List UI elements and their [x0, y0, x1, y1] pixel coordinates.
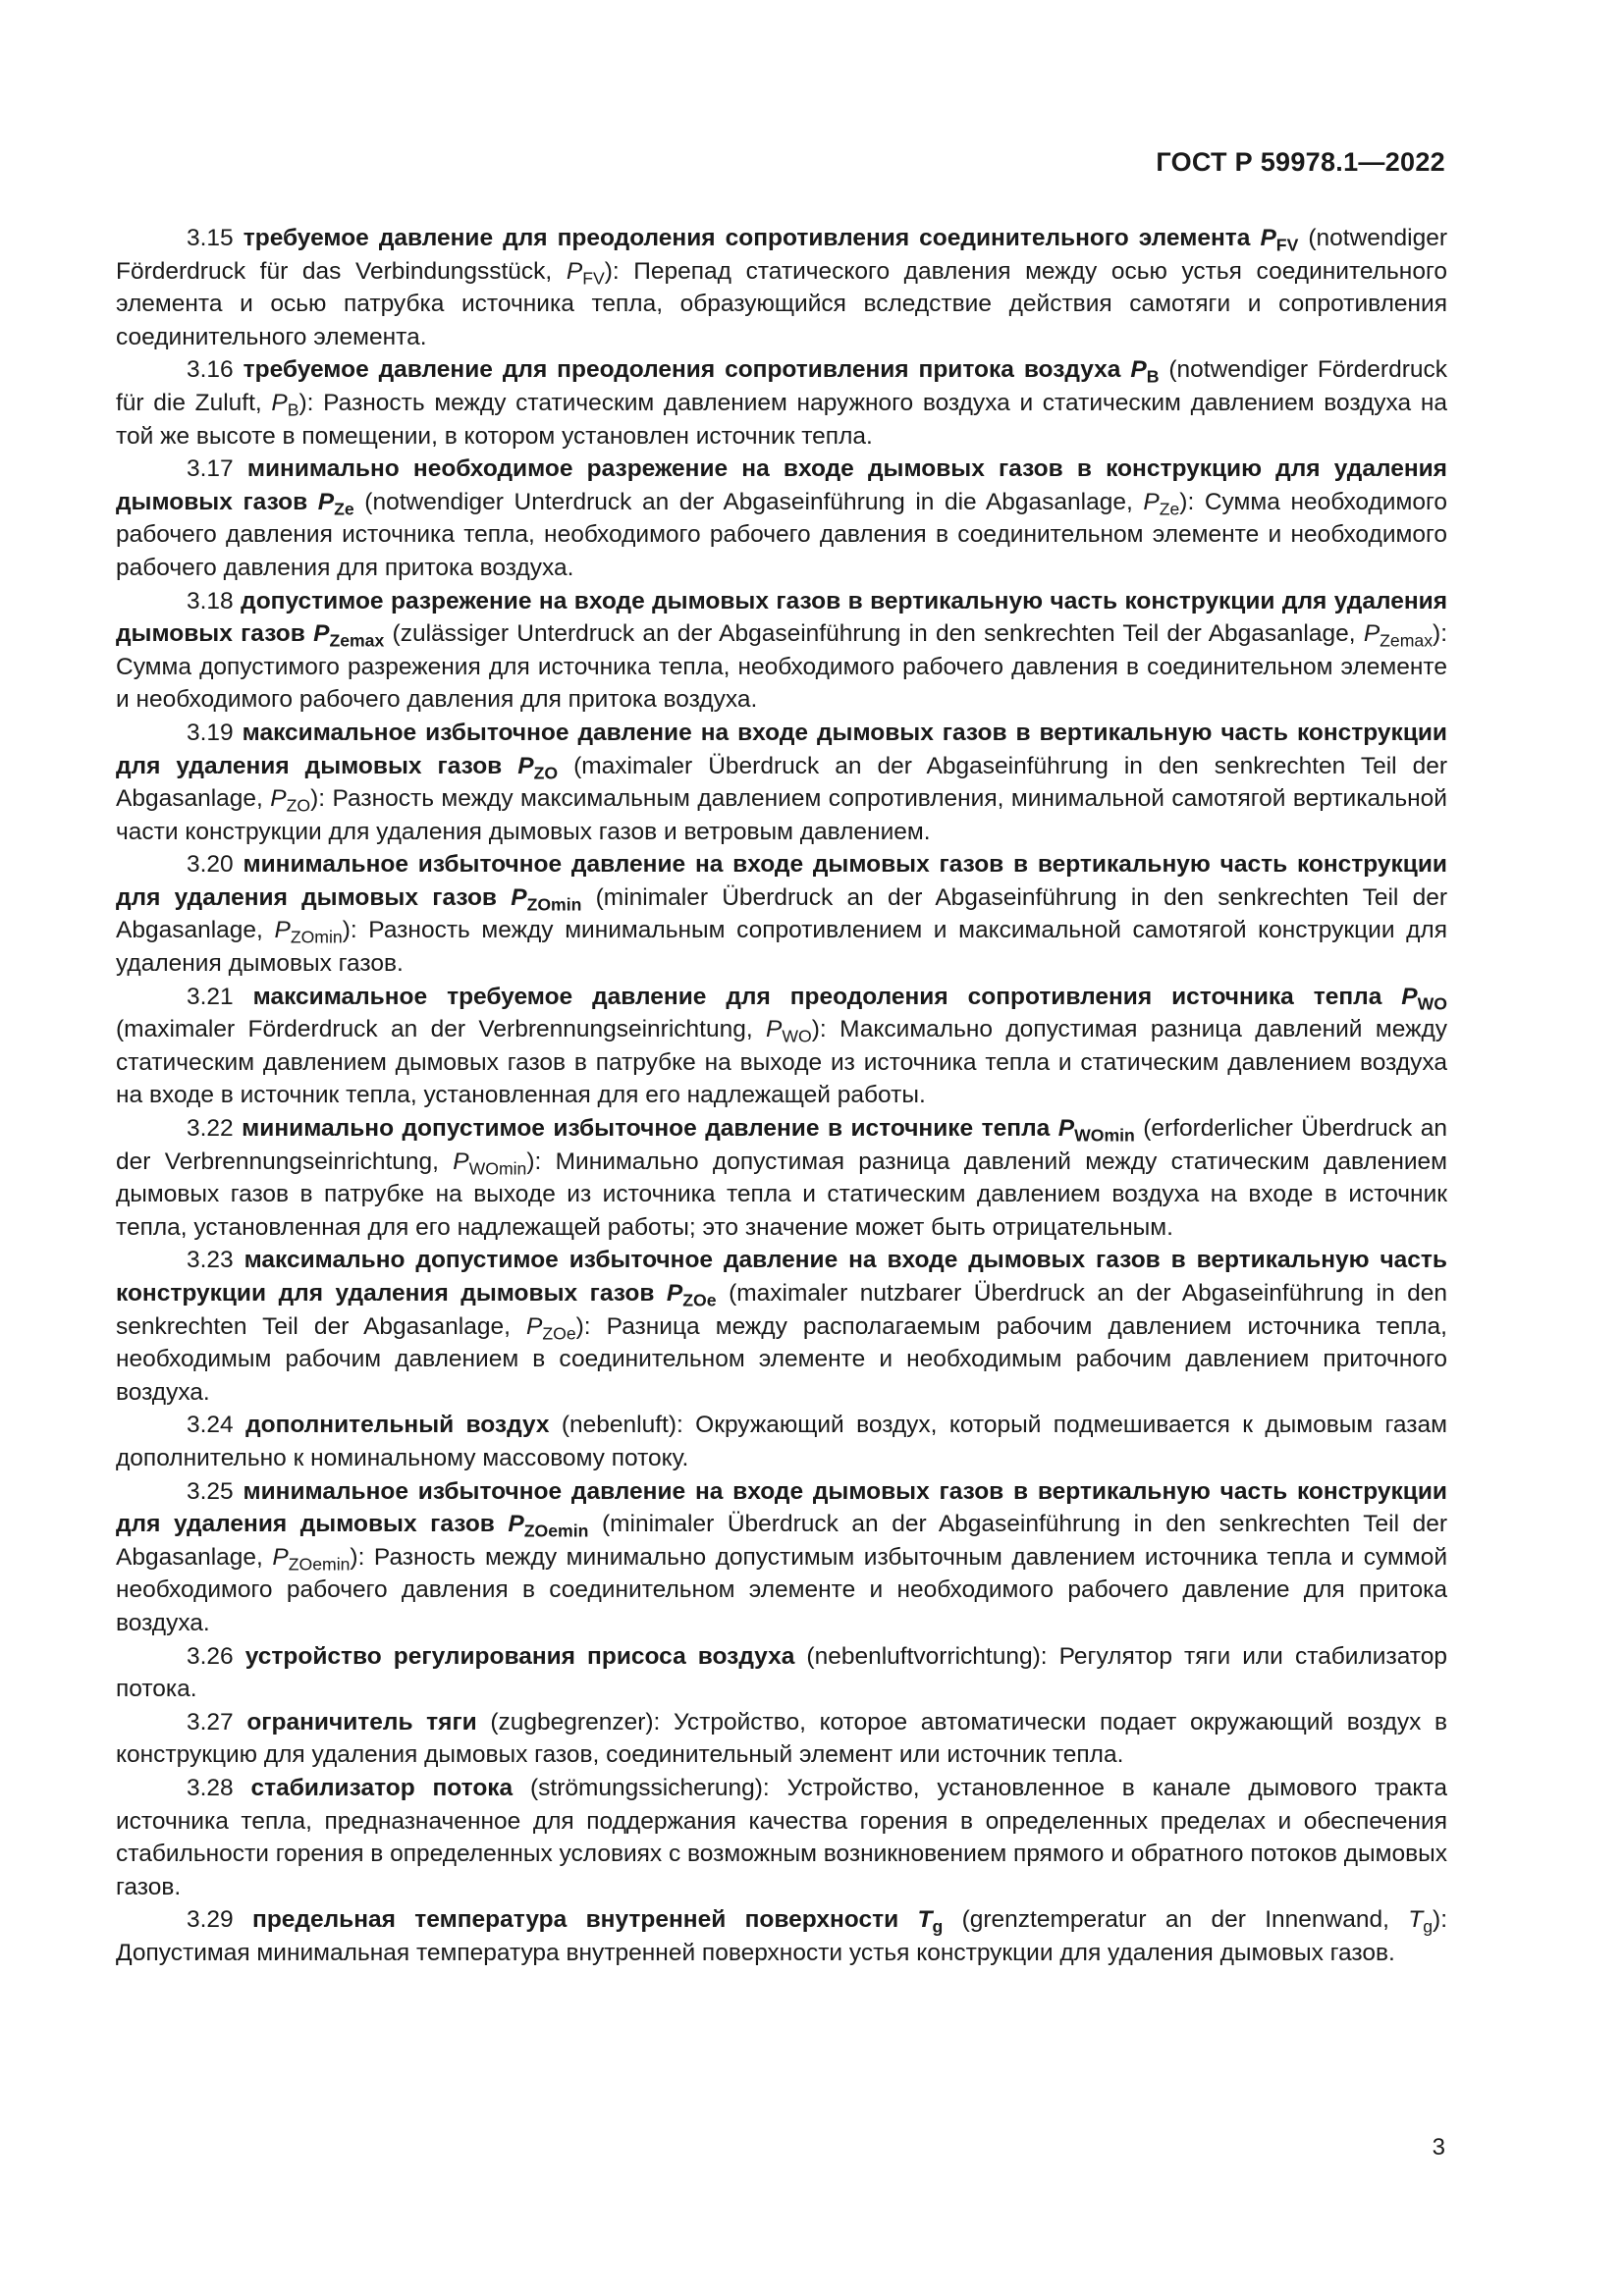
term-number: 3.24	[187, 1412, 234, 1439]
term-text: требуемое давление для преодоления сопротивления соединительного элемента $P_{FV}$ (notwendiger Förderdruck für das Verbindungsstück, $P_{FV}$): Перепад статического давления между осью устья соединительного элемента и осью патрубка источника тепла, образующийся вследствие действия самотяги и сопротивления соединительного элемента.	[116, 225, 1448, 350]
term-text: максимальное избыточное давление на входе дымовых газов в вертикальную часть конструкции для удаления дымовых газов $P_{ZO}$ (maximaler Überdruck an der Abgaseinführung in den senkrechten Teil der Abgasanlage, $P_{ZO}$): Разность между максимальным давлением сопротивления, минимальной самотягой вертикальной части конструкции для удаления дымовых газов и ветровым давлением.	[116, 719, 1447, 845]
term-definition	[116, 1475, 1447, 1640]
term-definition	[116, 222, 1447, 353]
term-text: минимальное избыточное давление на входе дымовых газов в вертикальную часть конструкции для удаления дымовых газов $P_{ZOmin}$ (minimaler Überdruck an der Abgaseinführung in den senkrechten Teil der Abgasanlage, $P_{ZOmin}$): Разность между минимальным сопротивлением и максимальной самотягой конструкции для удаления дымовых газов.	[116, 851, 1448, 978]
page-number: 3	[1432, 2134, 1445, 2161]
term-number: 3.29	[187, 1906, 234, 1934]
term-number: 3.18	[187, 587, 234, 614]
term-text: максимально допустимое избыточное давление на входе дымовых газов в вертикальную часть конструкции для удаления дымовых газов $P_{ZOe}$ (maximaler nutzbarer Überdruck an der Abgaseinführung in den senkrechten Teil der Abgasanlage, $P_{ZOe}$): Разница между располагаемым рабочим давлением источника тепла, необходимым рабочим давлением в соединительном элементе и необходимым рабочим давлением приточного воздуха.	[116, 1247, 1447, 1406]
term-number: 3.16	[187, 356, 234, 384]
term-number: 3.15	[187, 225, 234, 251]
term-text: устройство регулирования присоса воздуха (nebenluftvorrichtung): Регулятор тяги или стабилизатор потока.	[116, 1642, 1447, 1703]
term-number: 3.25	[187, 1477, 234, 1505]
term-text: дополнительный воздух (nebenluft): Окружающий воздух, который подмешивается к дымовым газам дополнительно к номинальному массовому потоку.	[116, 1412, 1447, 1471]
term-number: 3.17	[187, 455, 234, 483]
term-number: 3.23	[187, 1247, 234, 1274]
term-text: минимально допустимое избыточное давление в источнике тепла $P_{WOmin}$ (erforderlicher Überdruck an der Verbrennungseinrichtung, $P_{WOmin}$): Минимально допустимая разница давлений между статическим давлением дымовых газов в патрубке на выходе из источника тепла и статическим давлением воздуха на входе в источник тепла, установленная для его надлежащей работы; это значение может быть отрицательным.	[116, 1115, 1448, 1241]
term-number: 3.27	[187, 1708, 234, 1735]
term-definition	[116, 1112, 1447, 1244]
term-definition	[116, 353, 1447, 453]
term-definition	[116, 981, 1447, 1112]
term-number: 3.21	[187, 983, 234, 1010]
term-text: максимальное требуемое давление для преодоления сопротивления источника тепла $P_{WO}$ (maximaler Förderdruck an der Verbrennungseinrichtung, $P_{WO}$): Максимально допустимая разница давлений между статическим давлением дымовых газов в патрубке на выходе из источника тепла и статическим давлением воздуха на входе в источник тепла, установленная для его надлежащей работы.	[116, 983, 1448, 1109]
term-number: 3.19	[187, 719, 234, 746]
term-text: допустимое разрежение на входе дымовых газов в вертикальную часть конструкции для удаления дымовых газов $P_{Zemax}$ (zulässiger Unterdruck an der Abgaseinführung in den senkrechten Teil der Abgasanlage, $P_{Zemax}$): Сумма допустимого разрежения для источника тепла, необходимого рабочего давления в соединительном элементе и необходимого рабочего давления для притока воздуха.	[116, 587, 1447, 714]
term-definition	[116, 1772, 1447, 1903]
term-text: минимально необходимое разрежение на входе дымовых газов в конструкцию для удаления дымовых газов $P_{Ze}$ (notwendiger Unterdruck an der Abgaseinführung in die Abgasanlage, $P_{Ze}$): Сумма необходимого рабочего давления источника тепла, необходимого рабочего давления в соединительном элементе и необходимого рабочего давления для притока воздуха.	[116, 455, 1447, 581]
term-definition	[116, 717, 1447, 848]
term-text: предельная температура внутренней поверхности $T_g$ (grenztemperatur an der Innenwand, $T_g$): Допустимая минимальная температура внутренней поверхности устья конструкции для удаления дымовых газов.	[116, 1906, 1447, 1966]
term-definition	[116, 453, 1447, 584]
term-definition	[116, 1706, 1447, 1772]
term-number: 3.20	[187, 851, 234, 879]
term-definition	[116, 1903, 1447, 1969]
term-definition	[116, 585, 1447, 717]
term-text: минимальное избыточное давление на входе дымовых газов в вертикальную часть конструкции для удаления дымовых газов $P_{ZOemin}$ (minimaler Überdruck an der Abgaseinführung in den senkrechten Teil der Abgasanlage, $P_{ZOemin}$): Разность между минимально допустимым избыточным давлением источника тепла и суммой необходимого рабочего давления в соединительном элементе и необходимого рабочего давление для притока воздуха.	[116, 1477, 1447, 1636]
term-definition	[116, 1409, 1447, 1474]
term-definition	[116, 1244, 1447, 1409]
term-text: ограничитель тяги (zugbegrenzer): Устройство, которое автоматически подает окружающий воздух в конструкцию для удаления дымовых газов, соединительный элемент или источник тепла.	[116, 1708, 1447, 1769]
terms-list	[116, 222, 1447, 1969]
term-text: стабилизатор потока (strömungssicherung): Устройство, установленное в канале дымового тракта источника тепла, предназначенное для поддержания качества горения в определенных пределах и обеспечения стабильности горения в определенных условиях с возможным возникновением прямого и обратного потоков дымовых газов.	[116, 1774, 1447, 1900]
term-definition	[116, 1640, 1447, 1706]
term-definition	[116, 848, 1447, 980]
term-number: 3.26	[187, 1642, 234, 1670]
term-number: 3.28	[187, 1774, 234, 1801]
standard-id: ГОСТ Р 59978.1—2022	[1156, 147, 1445, 177]
term-text: требуемое давление для преодоления сопротивления притока воздуха $P_B$ (notwendiger Förderdruck für die Zuluft, $P_B$): Разность между статическим давлением наружного воздуха и статическим давлением воздуха на той же высоте в помещении, в котором установлен источник тепла.	[116, 356, 1447, 450]
term-number: 3.22	[187, 1115, 234, 1143]
